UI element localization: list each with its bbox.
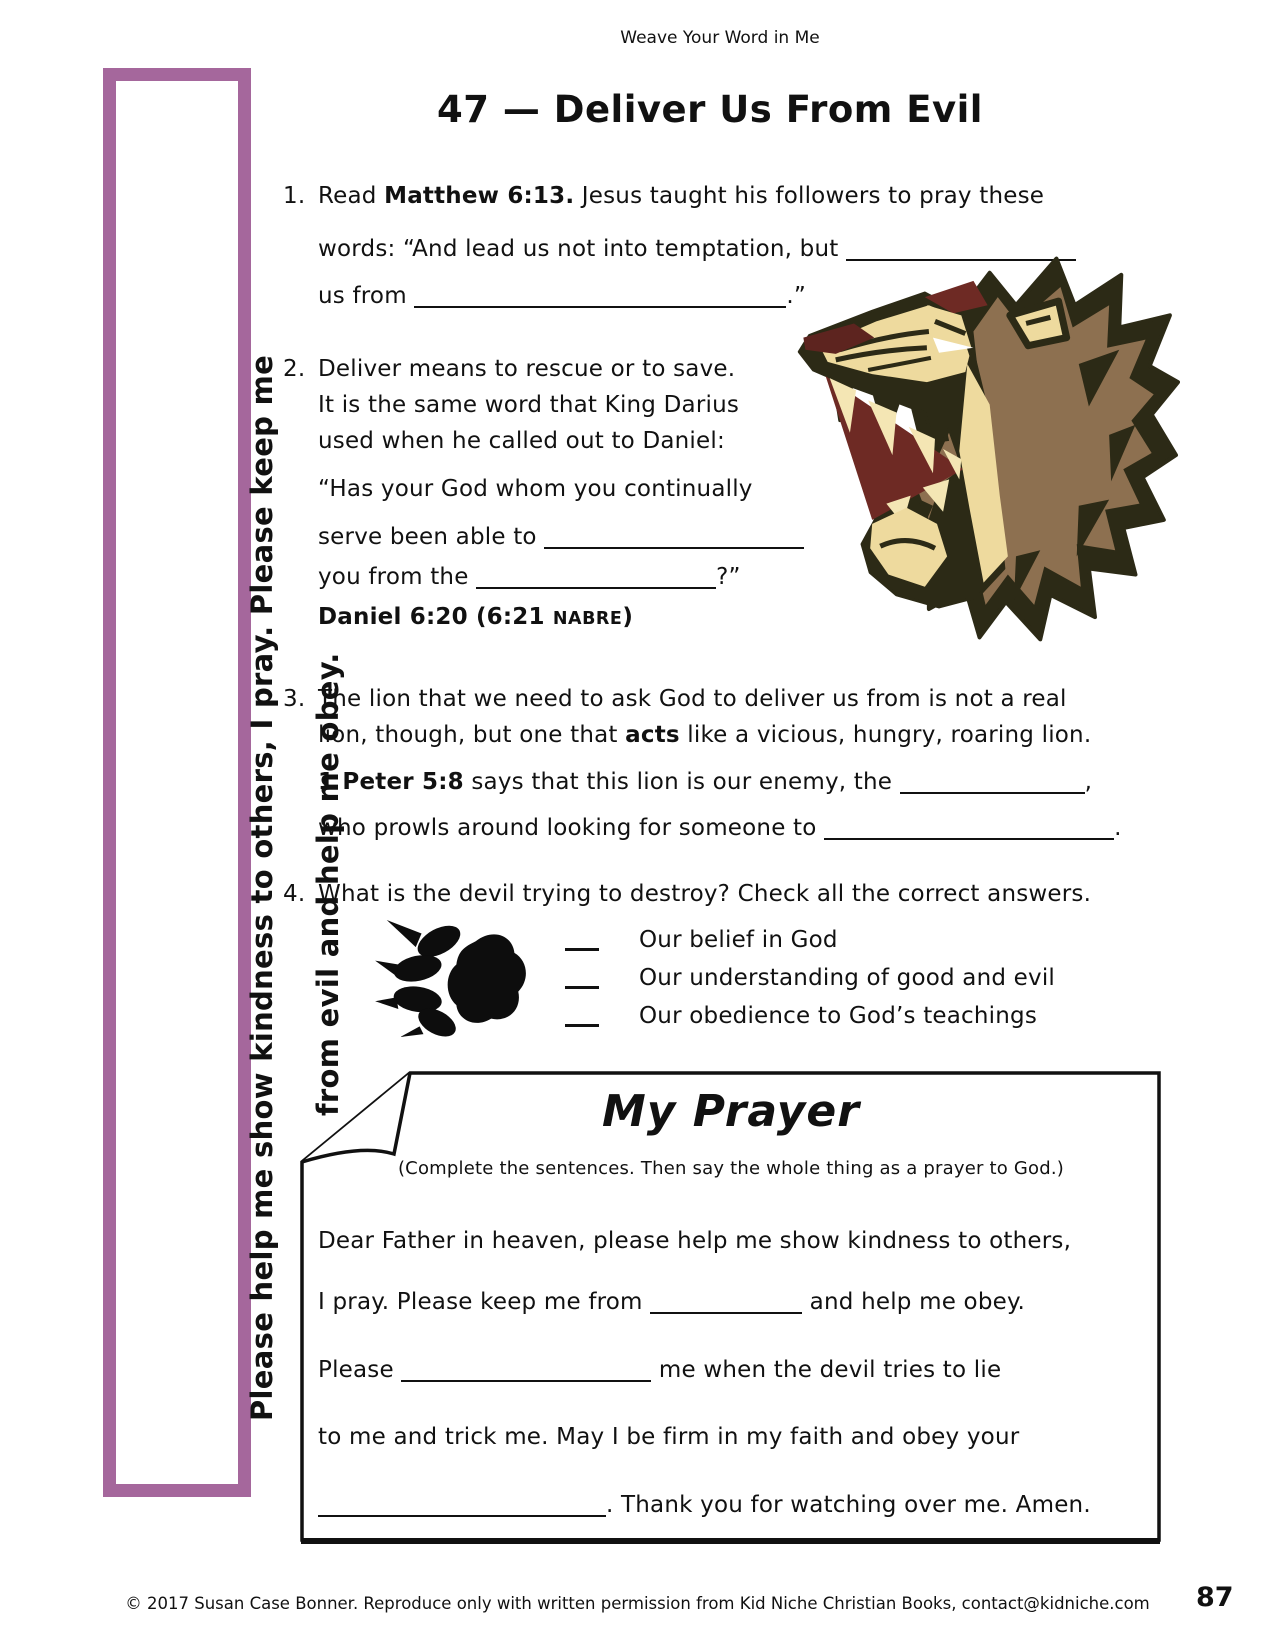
- fill-in-blank[interactable]: [544, 533, 804, 549]
- question-3-number: 3.: [283, 686, 306, 712]
- check-blank[interactable]: [565, 970, 599, 989]
- scripture-ref-daniel: Daniel 6:20 (6:21 NABRE): [318, 604, 634, 630]
- fill-in-blank[interactable]: [476, 573, 716, 589]
- page-title: 47 — Deliver Us From Evil: [437, 88, 983, 131]
- question-2-line6: you from the ?”: [318, 564, 741, 590]
- question-1-line3: us from .”: [318, 283, 806, 309]
- prayer-line-1: Dear Father in heaven, please help me show kindness to others,: [318, 1228, 1072, 1254]
- scripture-ref-peter: 1 Peter 5:8: [318, 769, 464, 795]
- memory-verse-line2: from evil and help me obey.: [311, 652, 345, 1116]
- question-2-line3: used when he called out to Daniel:: [318, 428, 725, 454]
- roaring-lion-icon: [775, 250, 1180, 650]
- prayer-line-5: . Thank you for watching over me. Amen.: [318, 1492, 1091, 1518]
- scripture-ref-matthew: Matthew 6:13.: [384, 183, 575, 209]
- fill-in-blank[interactable]: [900, 778, 1085, 794]
- question-2-line2: It is the same word that King Darius: [318, 392, 740, 418]
- fill-in-blank[interactable]: [824, 824, 1114, 840]
- lion-illustration: [775, 250, 1180, 654]
- prayer-title: My Prayer: [602, 1086, 860, 1137]
- checklist-option-1: Our belief in God: [565, 927, 838, 953]
- question-2-line1: Deliver means to rescue or to save.: [318, 356, 736, 382]
- prayer-line-4: to me and trick me. May I be firm in my faith and obey your: [318, 1424, 1020, 1450]
- fill-in-blank[interactable]: [401, 1366, 651, 1382]
- question-3-line1: The lion that we need to ask God to deliver us from is not a real: [318, 686, 1067, 712]
- question-3-line3: 1 Peter 5:8 says that this lion is our enemy, the ,: [318, 769, 1093, 795]
- fill-in-blank[interactable]: [650, 1298, 802, 1314]
- fill-in-blank[interactable]: [318, 1501, 606, 1517]
- paw-print-illustration: [375, 920, 530, 1042]
- check-blank[interactable]: [565, 932, 599, 951]
- question-2-line5: serve been able to: [318, 524, 804, 550]
- checklist-option-2: Our understanding of good and evil: [565, 965, 1055, 991]
- question-2-line4: “Has your God whom you continually: [318, 476, 753, 502]
- copyright-notice: © 2017 Susan Case Bonner. Reproduce only with written permission from Kid Niche Christian Books, contact@kidniche.com: [125, 1594, 1150, 1613]
- fill-in-blank[interactable]: [414, 292, 786, 308]
- question-1-number: 1.: [283, 183, 306, 209]
- paw-print-icon: [375, 920, 530, 1038]
- prayer-line-2: I pray. Please keep me from and help me obey.: [318, 1289, 1026, 1315]
- prayer-subtitle: (Complete the sentences. Then say the whole thing as a prayer to God.): [397, 1158, 1065, 1179]
- question-4-prompt: What is the devil trying to destroy? Check all the correct answers.: [318, 881, 1092, 907]
- memory-verse-sidebar: [103, 68, 345, 1497]
- question-1-line1: Read Matthew 6:13. Jesus taught his followers to pray these: [318, 183, 1045, 209]
- question-3-line4: who prowls around looking for someone to .: [318, 815, 1122, 841]
- question-4-number: 4.: [283, 881, 306, 907]
- memory-verse-line1: Please help me show kindness to others, I pray. Please keep me: [245, 354, 279, 1421]
- question-2-number: 2.: [283, 356, 306, 382]
- my-prayer-box: [298, 1070, 1164, 1550]
- book-title: Weave Your Word in Me: [620, 28, 820, 48]
- check-blank[interactable]: [565, 1008, 599, 1027]
- question-1-line2: words: “And lead us not into temptation, but: [318, 236, 1076, 262]
- question-3-line2: lion, though, but one that acts like a vicious, hungry, roaring lion.: [318, 722, 1092, 748]
- prayer-line-3: Please me when the devil tries to lie: [318, 1357, 1002, 1383]
- checklist-option-3: Our obedience to God’s teachings: [565, 1003, 1037, 1029]
- page-number: 87: [1196, 1582, 1234, 1613]
